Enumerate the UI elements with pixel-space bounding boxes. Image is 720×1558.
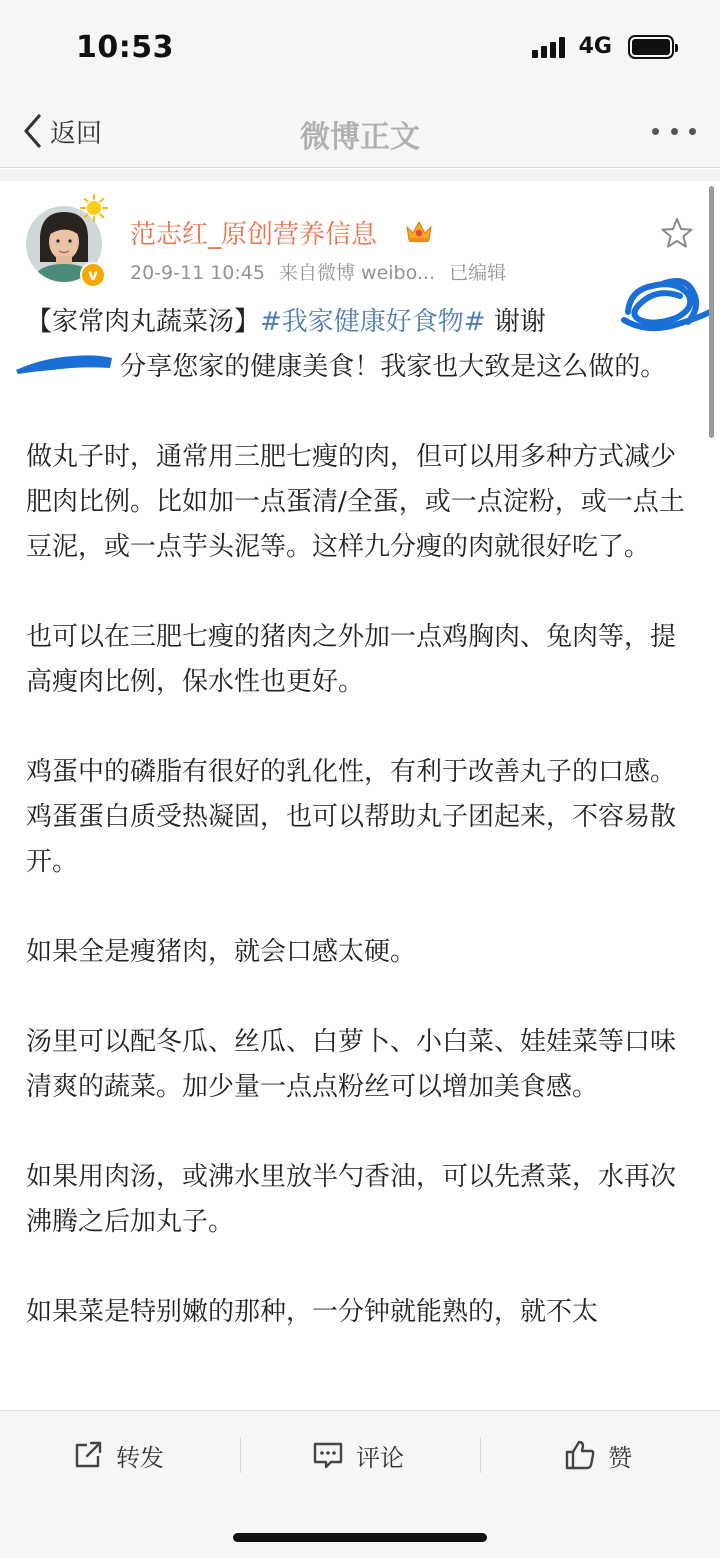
sun-icon (80, 194, 108, 222)
redaction-scribble (618, 272, 714, 340)
toolbar-divider (480, 1437, 481, 1473)
more-button[interactable] (652, 120, 696, 142)
post-intro (26, 300, 696, 390)
scrollbar[interactable] (709, 186, 714, 438)
star-outline-icon[interactable] (660, 216, 694, 250)
post-intro-title: 【家常肉丸蔬菜汤】 (26, 307, 261, 337)
separator (0, 169, 720, 181)
post-source[interactable]: 来自微博 weibo... (279, 262, 436, 284)
like-button[interactable] (564, 1435, 632, 1475)
intro-rest: 分享您家的健康美食！我家也大致是这么做的。 (112, 352, 667, 382)
comment-label: 评论 (356, 1443, 404, 1472)
bottom-toolbar (0, 1410, 720, 1558)
paragraph: 鸡蛋中的磷脂有很好的乳化性，有利于改善丸子的口感。鸡蛋蛋白质受热凝固，也可以帮助丸子团起来，不容易散开。 (26, 757, 677, 877)
post-body (26, 300, 696, 1410)
repost-icon (72, 1439, 104, 1471)
paragraph: 如果全是瘦猪肉，就会口感太硬。 (26, 937, 417, 967)
paragraph: 如果菜是特别嫩的那种，一分钟就能熟的，就不太 (26, 1297, 599, 1327)
author-name[interactable]: 范志红_原创营养信息 (130, 220, 378, 250)
hashtag-link[interactable]: #我家健康好食物# (260, 307, 486, 337)
post-meta (130, 258, 514, 285)
edited-label: 已编辑 (449, 262, 507, 284)
redaction-scribble-2 (12, 344, 118, 378)
page-title: 微博正文 (300, 120, 420, 155)
back-label: 返回 (50, 118, 103, 149)
repost-label: 转发 (116, 1443, 164, 1472)
paragraph: 汤里可以配冬瓜、丝瓜、白萝卜、小白菜、娃娃菜等口味清爽的蔬菜。加少量一点点粉丝可以增加美食感。 (26, 1027, 677, 1102)
status-bar (0, 0, 720, 96)
status-indicators (532, 34, 674, 59)
paragraph: 如果用肉汤，或沸水里放半勺香油，可以先煮菜，水再次沸腾之后加丸子。 (26, 1162, 677, 1237)
paragraph: 也可以在三肥七瘦的猪肉之外加一点鸡胸肉、兔肉等，提高瘦肉比例，保水性也更好。 (26, 622, 677, 697)
nav-bar (0, 96, 720, 168)
home-indicator[interactable] (233, 1533, 487, 1542)
crown-icon (404, 218, 434, 244)
more-dots-icon (652, 128, 659, 135)
thumbs-up-icon (564, 1439, 596, 1471)
battery-icon (628, 35, 674, 59)
toolbar-divider (240, 1437, 241, 1473)
paragraph: 做丸子时，通常用三肥七瘦的肉，但可以用多种方式减少肥肉比例。比如加一点蛋清/全蛋，或一点淀粉，或一点土豆泥，或一点芋头泥等。这样九分瘦的肉就很好吃了。 (26, 442, 685, 562)
network-type: 4G (578, 34, 612, 59)
repost-button[interactable] (72, 1435, 164, 1475)
thanks-text: 谢谢 (485, 307, 546, 337)
comment-icon (312, 1439, 344, 1471)
like-label: 赞 (608, 1443, 632, 1472)
verified-badge: v (80, 262, 106, 288)
post-date: 20-9-11 10:45 (130, 262, 265, 284)
status-time: 10:53 (76, 30, 174, 65)
comment-button[interactable] (312, 1435, 404, 1475)
signal-icon (532, 36, 565, 58)
